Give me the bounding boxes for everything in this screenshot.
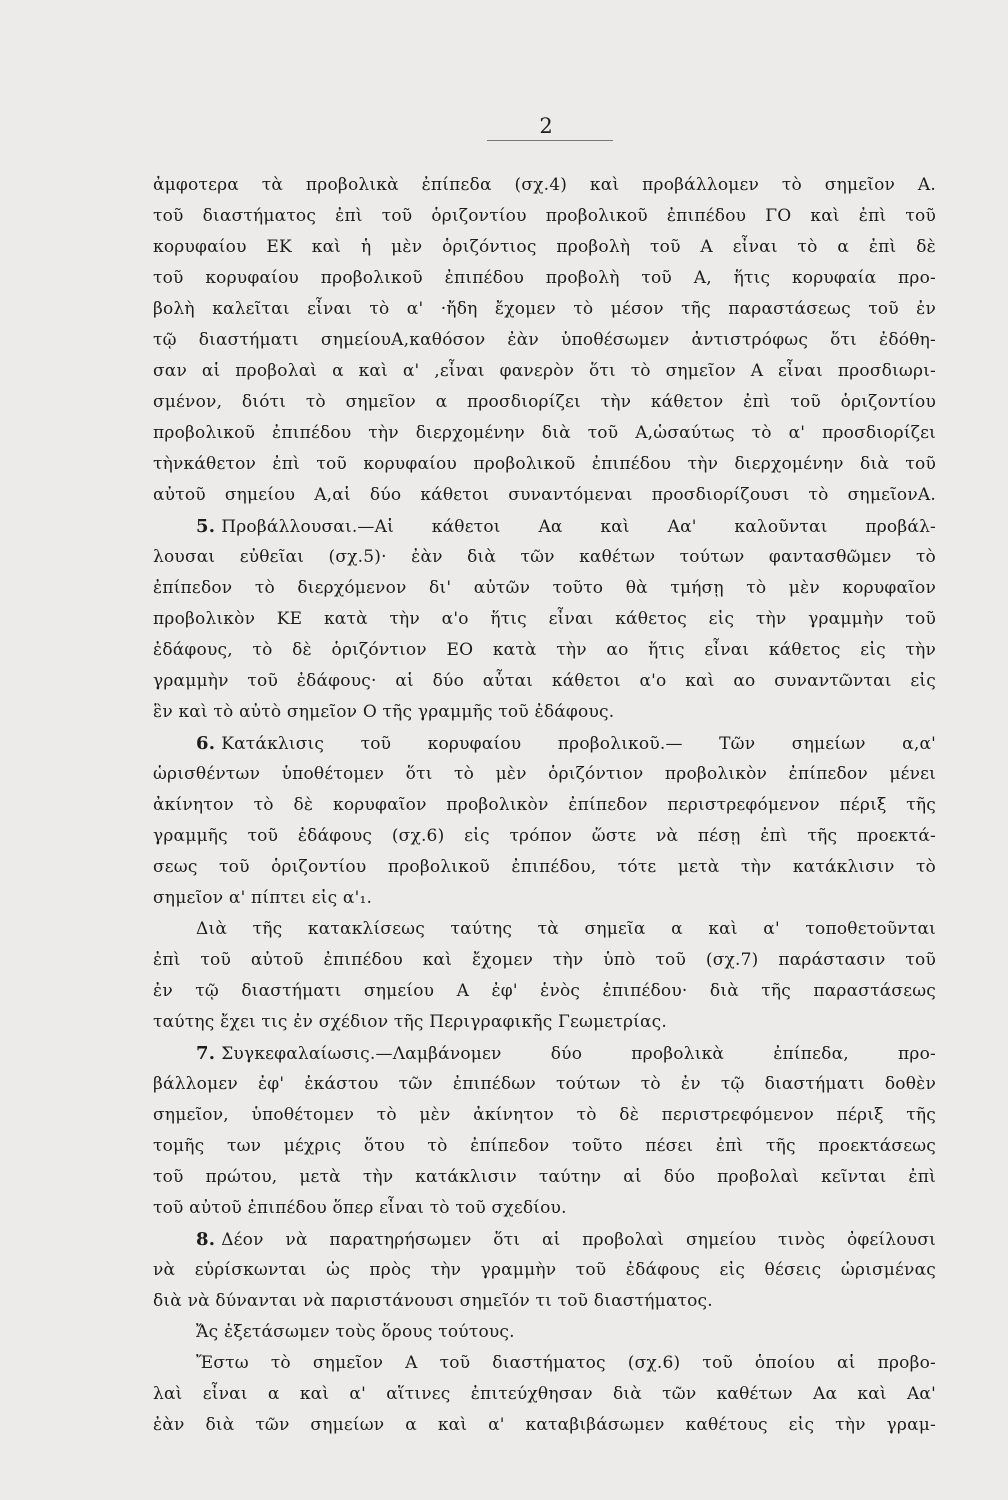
section-number: 8. <box>196 1229 216 1250</box>
text-line: λουσαι εὐθεῖαι (σχ.5)· ἐὰν διὰ τῶν καθέτων τούτων φαντασθῶμεν τὸ <box>153 547 936 567</box>
header-rule <box>487 140 613 141</box>
section-heading-line <box>153 511 936 542</box>
text-line: σμένον, διότι τὸ σημεῖον α προσδιορίζει τὴν κάθετον ἐπὶ τοῦ ὁριζοντίου <box>153 392 936 412</box>
text-line: ἀμφοτερα τὰ προβολικὰ ἐπίπεδα (σχ.4) καὶ προβάλλομεν τὸ σημεῖον Α. <box>153 175 936 195</box>
text-line: αὐτοῦ σημείου Α,αἱ δύο κάθετοι συναντόμεναι προσδιορίζουσι τὸ σημεῖονΑ. <box>153 485 936 505</box>
text-line: τοῦ αὐτοῦ ἐπιπέδου ὅπερ εἶναι τὸ τοῦ σχεδίου. <box>153 1198 567 1218</box>
text-line: ἐδάφους, τὸ δὲ ὁριζόντιον ΕΟ κατὰ τὴν αο ἥτις εἶναι κάθετος εἰς τὴν <box>153 640 936 660</box>
section-number: 5. <box>196 516 216 537</box>
text-line: Διὰ τῆς κατακλίσεως ταύτης τὰ σημεῖα α καὶ α' τοποθετοῦνται <box>196 919 936 939</box>
text-line: σεως τοῦ ὁριζοντίου προβολικοῦ ἐπιπέδου, τότε μετὰ τὴν κατάκλισιν τὸ <box>153 857 936 877</box>
text-line: ἐπὶ τοῦ αὐτοῦ ἐπιπέδου καὶ ἔχομεν τὴν ὑπὸ τοῦ (σχ.7) παράστασιν τοῦ <box>153 950 936 970</box>
text-line: τοῦ κορυφαίου προβολικοῦ ἐπιπέδου προβολὴ τοῦ Α, ἥτις κορυφαία προ- <box>153 268 936 288</box>
text-line: ἓν καὶ τὸ αὐτὸ σημεῖον Ο τῆς γραμμῆς τοῦ ἐδάφους. <box>153 702 615 722</box>
text-line: Κατάκλισις τοῦ κορυφαίου προβολικοῦ.— Τῶν σημείων α,α' <box>221 734 936 754</box>
text-line: τοῦ διαστήματος ἐπὶ τοῦ ὁριζοντίου προβολικοῦ ἐπιπέδου ΓΟ καὶ ἐπὶ τοῦ <box>153 206 936 226</box>
text-line: τὴνκάθετον ἐπὶ τοῦ κορυφαίου προβολικοῦ ἐπιπέδου τὴν διερχομένην διὰ τοῦ <box>153 454 936 474</box>
text-line: ἐν τῷ διαστήματι σημείου Α ἐφ' ἑνὸς ἐπιπέδου· διὰ τῆς παραστάσεως <box>153 981 936 1001</box>
text-line: γραμμὴν τοῦ ἐδάφους· αἱ δύο αὗται κάθετοι α'ο καὶ αο συναντῶνται εἰς <box>153 671 936 691</box>
text-line: προβολικοῦ ἐπιπέδου τὴν διερχομένην διὰ τοῦ Α,ὡσαύτως τὸ α' προσδιορίζει <box>153 423 936 443</box>
text-line: Δέον νὰ παρατηρήσωμεν ὅτι αἱ προβολαὶ σημείου τινὸς ὀφείλουσι <box>221 1230 936 1250</box>
text-line: γραμμῆς τοῦ ἐδάφους (σχ.6) εἰς τρόπον ὥστε νὰ πέσῃ ἐπὶ τῆς προεκτά- <box>153 826 936 846</box>
page-number: 2 <box>539 114 553 138</box>
text-line: ἀκίνητον τὸ δὲ κορυφαῖον προβολικὸν ἐπίπεδον περιστρεφόμενον πέριξ τῆς <box>153 795 936 815</box>
text-line: τομῆς των μέχρις ὅτου τὸ ἐπίπεδον τοῦτο πέσει ἐπὶ τῆς προεκτάσεως <box>153 1136 936 1156</box>
text-line: ἐὰν διὰ τῶν σημείων α καὶ α' καταβιβάσωμεν καθέτους εἰς τὴν γραμ- <box>153 1415 936 1435</box>
section-heading-line <box>153 728 936 759</box>
text-line: προβολικὸν ΚΕ κατὰ τὴν α'ο ἥτις εἶναι κάθετος εἰς τὴν γραμμὴν τοῦ <box>153 609 936 629</box>
text-line: ὡρισθέντων ὑποθέτομεν ὅτι τὸ μὲν ὁριζόντιον προβολικὸν ἐπίπεδον μένει <box>153 764 936 784</box>
text-line: νὰ εὑρίσκωνται ὡς πρὸς τὴν γραμμὴν τοῦ ἐδάφους εἰς θέσεις ὡρισμένας <box>153 1260 936 1280</box>
text-line: βολὴ καλεῖται εἶναι τὸ α' ·ἤδη ἔχομεν τὸ μέσον τῆς παραστάσεως τοῦ ἐν <box>153 299 936 319</box>
text-line: σημεῖον α' πίπτει εἰς α'₁. <box>153 888 373 908</box>
text-line: Ἄς ἐξετάσωμεν τοὺς ὅρους τούτους. <box>196 1322 515 1342</box>
text-line: σημεῖον, ὑποθέτομεν τὸ μὲν ἀκίνητον τὸ δὲ περιστρεφόμενον πέριξ τῆς <box>153 1105 936 1125</box>
text-line: σαν αἱ προβολαὶ α καὶ α' ,εἶναι φανερὸν ὅτι τὸ σημεῖον Α εἶναι προσδιωρι- <box>153 361 936 381</box>
text-line: διὰ νὰ δύνανται νὰ παριστάνουσι σημεῖόν τι τοῦ διαστήματος. <box>153 1291 713 1311</box>
text-line: τῷ διαστήματι σημείουΑ,καθόσον ἐὰν ὑποθέσωμεν ἀντιστρόφως ὅτι ἐδόθη- <box>153 330 936 350</box>
body-text <box>153 170 936 1441</box>
text-line: τοῦ πρώτου, μετὰ τὴν κατάκλισιν ταύτην αἱ δύο προβολαὶ κεῖνται ἐπὶ <box>153 1167 936 1187</box>
text-line: λαὶ εἶναι α καὶ α' αἵτινες ἐπιτεύχθησαν διὰ τῶν καθέτων Αα καὶ Αα' <box>153 1384 936 1404</box>
text-line: ταύτης ἔχει τις ἐν σχέδιον τῆς Περιγραφικῆς Γεωμετρίας. <box>153 1012 668 1032</box>
section-number: 6. <box>196 733 216 754</box>
text-line: ἐπίπεδον τὸ διερχόμενον δι' αὐτῶν τοῦτο θὰ τμήσῃ τὸ μὲν κορυφαῖον <box>153 578 936 598</box>
text-line: Προβάλλουσαι.—Αἱ κάθετοι Αα καὶ Αα' καλοῦνται προβάλ- <box>221 517 936 537</box>
text-line: κορυφαίου ΕΚ καὶ ἡ μὲν ὁριζόντιος προβολὴ τοῦ Α εἶναι τὸ α ἐπὶ δὲ <box>153 237 936 257</box>
section-heading-line <box>153 1224 936 1255</box>
section-heading-line <box>153 1038 936 1069</box>
text-line: Ἔστω τὸ σημεῖον Α τοῦ διαστήματος (σχ.6) τοῦ ὁποίου αἱ προβο- <box>196 1353 936 1373</box>
text-line: Συγκεφαλαίωσις.—Λαμβάνομεν δύο προβολικὰ ἐπίπεδα, προ- <box>221 1044 936 1064</box>
text-line: βάλλομεν ἐφ' ἑκάστου τῶν ἐπιπέδων τούτων τὸ ἐν τῷ διαστήματι δοθὲν <box>153 1074 936 1094</box>
section-number: 7. <box>196 1043 216 1064</box>
